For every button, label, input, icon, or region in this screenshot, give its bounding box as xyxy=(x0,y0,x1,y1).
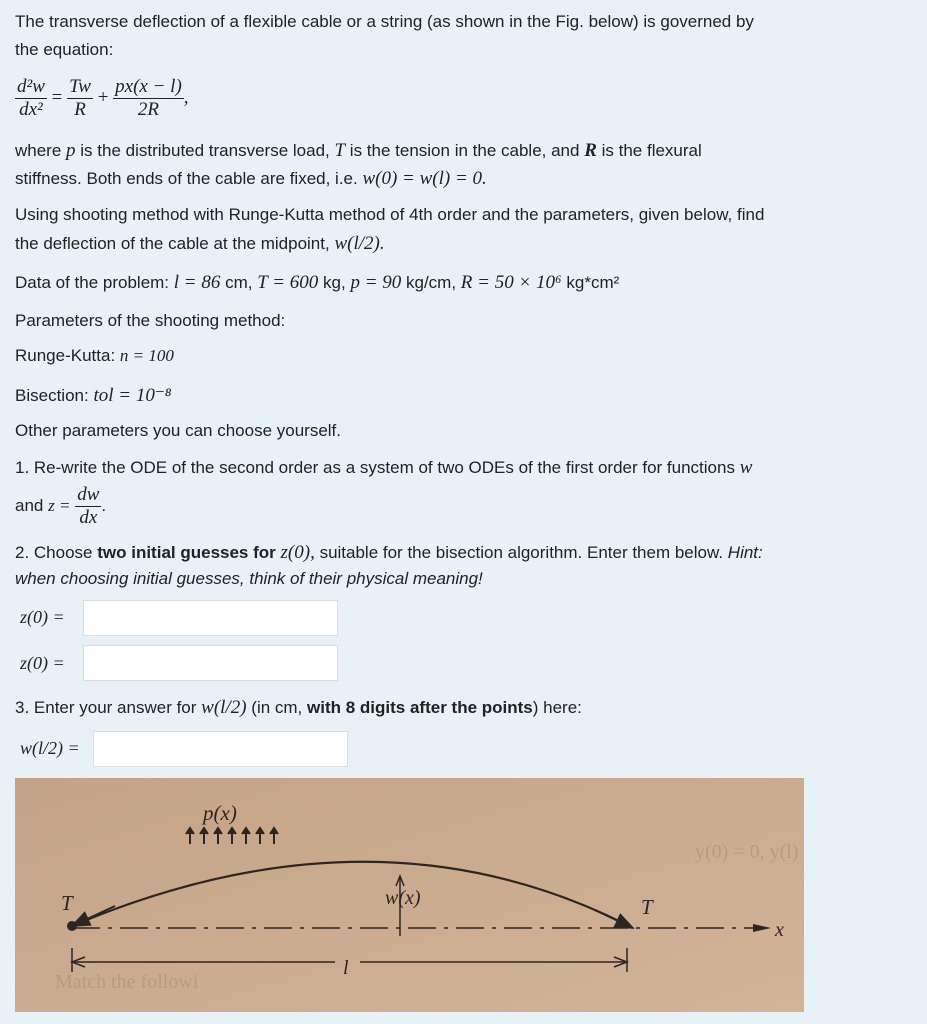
problem-data: Data of the problem: l = 86 cm, T = 600 kg, p = 90 kg/cm, R = 50 × 10⁶ kg*cm² xyxy=(15,272,620,293)
q2-line-1: 2. Choose two initial guesses for z(0), suitable for the bisection algorithm. Enter them below. Hint: xyxy=(15,542,763,563)
cable-diagram xyxy=(15,778,804,1012)
q3-line: 3. Enter your answer for w(l/2) (in cm, with 8 digits after the points) here: xyxy=(15,697,582,718)
length-label: l xyxy=(343,957,349,979)
deflection-label: w(x) xyxy=(385,887,421,909)
runge-kutta-param: Runge-Kutta: n = 100 xyxy=(15,346,174,365)
q1-line-1: 1. Re-write the ODE of the second order as a system of two ODEs of the first order for functions w xyxy=(15,457,753,478)
load-term: $\frac{px(x - l)}{2R}$ xyxy=(115,76,182,120)
params-title: Parameters of the shooting method: xyxy=(15,311,286,330)
z0-label-1: z(0) = xyxy=(20,607,65,627)
bleed-text-1: y(0) = 0, y(l) xyxy=(695,841,799,863)
midpoint-expression: w(l/2). xyxy=(334,233,385,254)
where-line-1: where p is the distributed transverse load, T is the tension in the cable, and R is the flexural xyxy=(15,140,702,161)
intro-line-2: the equation: xyxy=(15,40,114,59)
dw-dx-fraction: $\frac{dw}{dx}$ xyxy=(77,484,100,528)
x-label: x xyxy=(775,919,784,941)
z0-guess-input-1[interactable] xyxy=(83,600,338,636)
left-T-label: T xyxy=(61,891,73,915)
z0-guess-input-2[interactable] xyxy=(83,645,338,681)
bisection-param: Bisection: tol = 10⁻⁸ xyxy=(15,385,172,406)
left-support xyxy=(67,921,77,931)
task-line-2: the deflection of the cable at the midpoint, w(l/2). xyxy=(15,233,385,254)
w-mid-answer-input[interactable] xyxy=(93,731,348,767)
cable-figure xyxy=(15,778,804,1012)
intro-line-1: The transverse deflection of a flexible cable or a string (as shown in the Fig. below) is governed by xyxy=(15,12,754,31)
right-T-label: T xyxy=(641,895,653,919)
load-label: p(x) xyxy=(203,801,237,825)
q2-hint: when choosing initial guesses, think of their physical meaning! xyxy=(15,569,483,588)
lhs-fraction: $\frac{\text{d²w}}{\text{dx²}}$ xyxy=(17,76,45,120)
other-params: Other parameters you can choose yourself. xyxy=(15,421,341,440)
w-mid-label: w(l/2) = xyxy=(20,738,80,758)
z0-label-2: z(0) = xyxy=(20,653,65,673)
where-line-2: stiffness. Both ends of the cable are fixed, i.e. w(0) = w(l) = 0. xyxy=(15,168,487,189)
governing-equation: $\frac{\text{d²w}}{\text{dx²}}$ = $\frac{Tw}{R}$ + $\frac{px(x - l)}{2R}$ , xyxy=(17,76,189,120)
task-line-1: Using shooting method with Runge-Kutta method of 4th order and the parameters, given below, find xyxy=(15,205,765,224)
tension-term: $\frac{Tw}{R}$ xyxy=(69,76,91,120)
bleed-text-2: Match the followi xyxy=(55,971,199,993)
q1-line-2: and z = $\frac{dw}{dx}$ . xyxy=(15,484,107,528)
